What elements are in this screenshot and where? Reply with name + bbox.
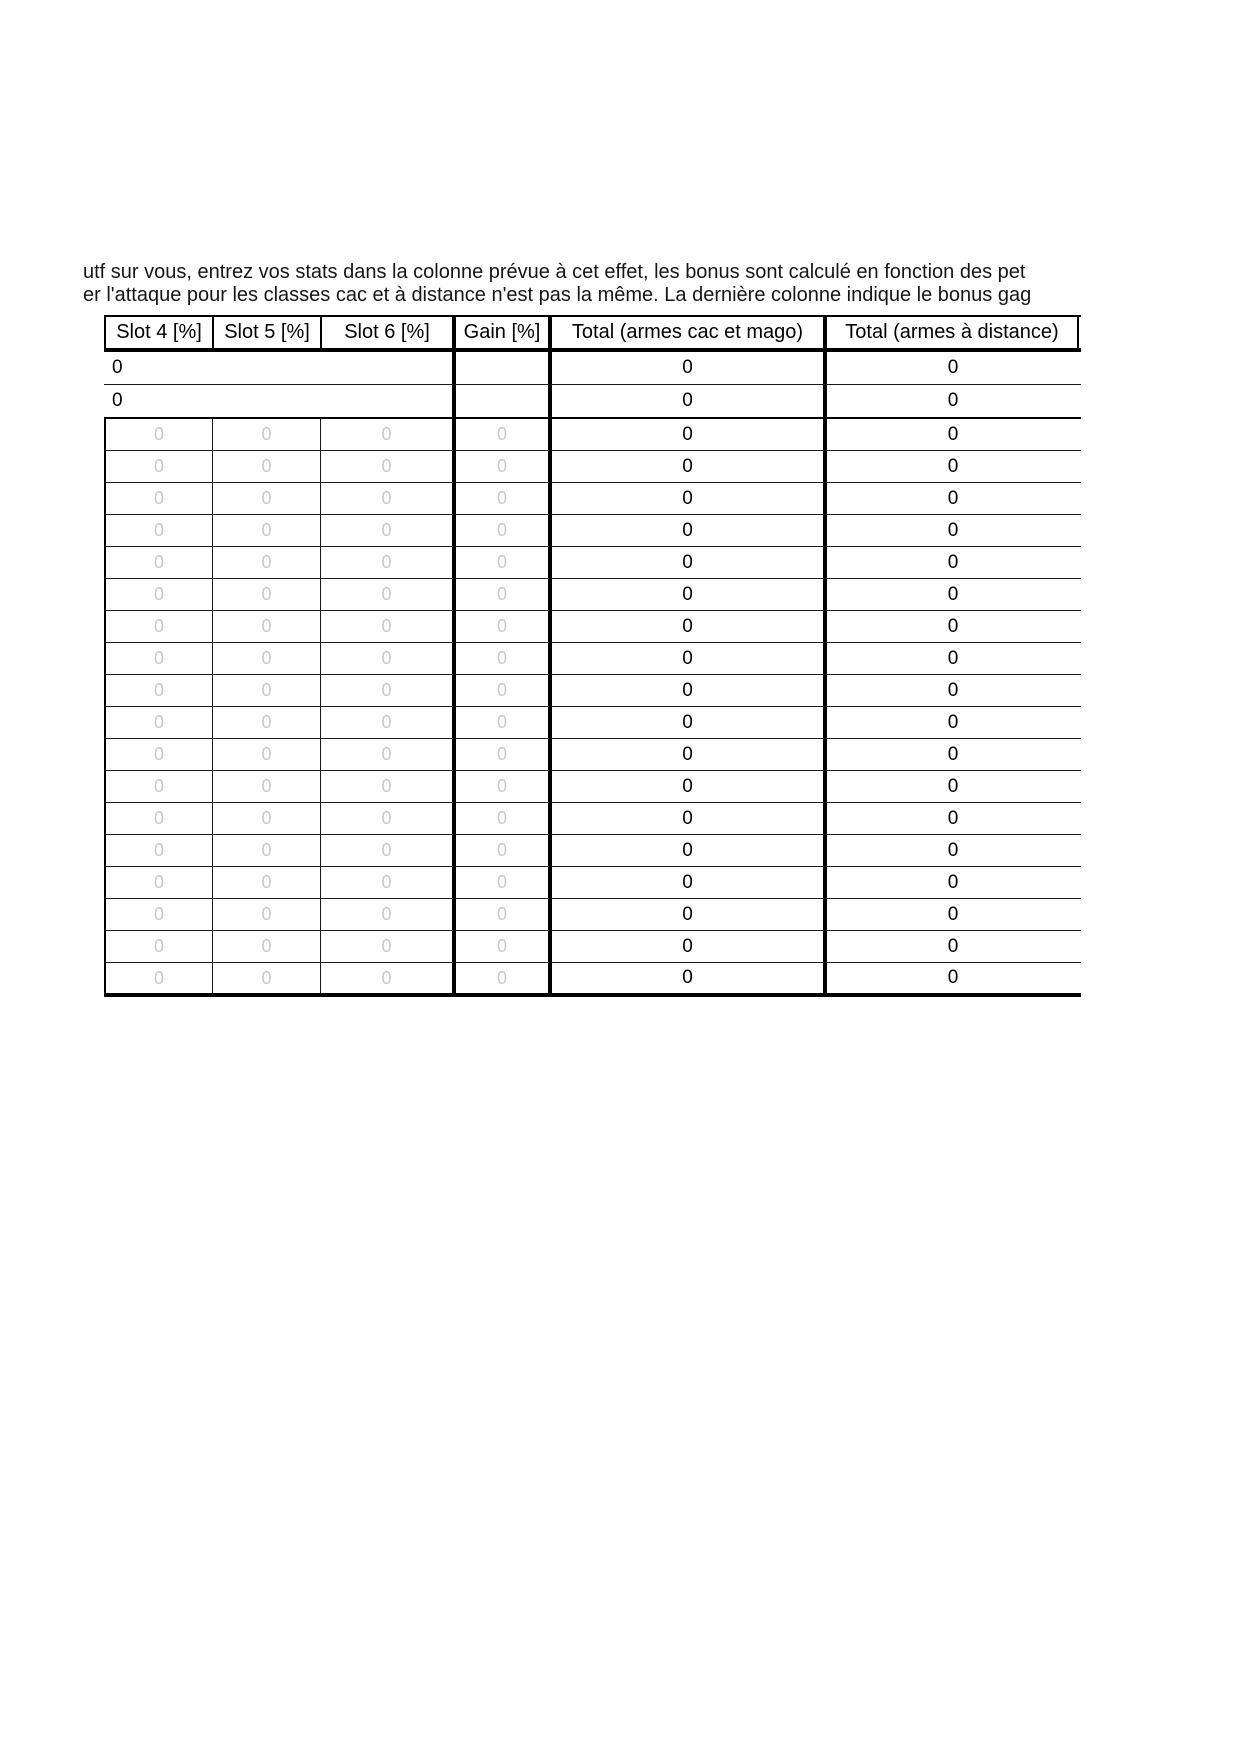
slot6-cell: 0 (320, 739, 452, 770)
slot4-cell: 0 (104, 451, 212, 482)
total-distance-cell: 0 (823, 547, 1079, 578)
table-row-merged (104, 385, 1081, 417)
slot5-cell: 0 (212, 643, 320, 674)
slot6-cell: 0 (320, 643, 452, 674)
slot5-cell: 0 (212, 611, 320, 642)
slot6-cell: 0 (320, 579, 452, 610)
header-cell-slot6: Slot 6 [%] (320, 317, 452, 348)
total-distance-cell: 0 (823, 771, 1079, 802)
total-distance-cell: 0 (823, 707, 1079, 738)
table-row (104, 611, 1081, 643)
merged-value-cell: 0 (112, 390, 123, 411)
total-cac-mago-cell: 0 (548, 739, 823, 770)
gain-cell: 0 (452, 899, 548, 930)
table-row (104, 899, 1081, 931)
total-distance-cell: 0 (823, 352, 1079, 384)
total-distance-cell: 0 (823, 899, 1079, 930)
slot6-cell: 0 (320, 707, 452, 738)
total-cac-mago-cell: 0 (548, 515, 823, 546)
total-cac-mago-cell: 0 (548, 835, 823, 866)
table-row (104, 451, 1081, 483)
slot4-cell: 0 (104, 547, 212, 578)
gain-cell: 0 (452, 611, 548, 642)
slot5-cell: 0 (212, 835, 320, 866)
total-cac-mago-cell: 0 (548, 643, 823, 674)
total-cac-mago-cell: 0 (548, 803, 823, 834)
gain-cell: 0 (452, 547, 548, 578)
header-cell-total-cac-mago: Total (armes cac et mago) (548, 317, 823, 348)
intro-text (83, 261, 1080, 313)
header-cell-total-distance: Total (armes à distance) (823, 317, 1079, 348)
intro-text-line-2: er l'attaque pour les classes cac et à distance n'est pas la même. La dernière colonne indique le bonus gag (83, 284, 1032, 306)
table-row (104, 675, 1081, 707)
total-cac-mago-cell: 0 (548, 771, 823, 802)
slot5-cell: 0 (212, 963, 320, 993)
table-row (104, 835, 1081, 867)
gain-cell: 0 (452, 803, 548, 834)
table-row (104, 547, 1081, 579)
stats-table (104, 315, 1081, 997)
total-distance-cell: 0 (823, 483, 1079, 514)
slot6-cell: 0 (320, 515, 452, 546)
slot5-cell: 0 (212, 483, 320, 514)
slot5-cell: 0 (212, 899, 320, 930)
total-cac-mago-cell: 0 (548, 963, 823, 993)
gain-cell: 0 (452, 483, 548, 514)
slot4-cell: 0 (104, 899, 212, 930)
gain-cell: 0 (452, 451, 548, 482)
total-distance-cell: 0 (823, 803, 1079, 834)
table-row (104, 803, 1081, 835)
header-cell-gain: Gain [%] (452, 317, 548, 348)
table-grid-section (104, 417, 1081, 997)
slot4-cell: 0 (104, 803, 212, 834)
total-distance-cell: 0 (823, 963, 1079, 993)
total-cac-mago-cell: 0 (548, 352, 823, 384)
gain-cell: 0 (452, 675, 548, 706)
intro-text-line-1: utf sur vous, entrez vos stats dans la colonne prévue à cet effet, les bonus sont calculé en fonction des pet (83, 261, 1026, 283)
table-row-merged (104, 352, 1081, 385)
gain-cell (452, 385, 548, 417)
total-cac-mago-cell: 0 (548, 547, 823, 578)
slot4-cell: 0 (104, 771, 212, 802)
header-cell-slot4: Slot 4 [%] (104, 317, 212, 348)
table-row (104, 931, 1081, 963)
slot6-cell: 0 (320, 451, 452, 482)
slot5-cell: 0 (212, 451, 320, 482)
slot4-cell: 0 (104, 963, 212, 993)
total-distance-cell: 0 (823, 385, 1079, 417)
total-distance-cell: 0 (823, 739, 1079, 770)
slot5-cell: 0 (212, 707, 320, 738)
total-cac-mago-cell: 0 (548, 451, 823, 482)
total-distance-cell: 0 (823, 515, 1079, 546)
gain-cell: 0 (452, 515, 548, 546)
slot6-cell: 0 (320, 611, 452, 642)
gain-cell: 0 (452, 963, 548, 993)
slot5-cell: 0 (212, 739, 320, 770)
slot4-cell: 0 (104, 515, 212, 546)
table-header-row (104, 315, 1081, 352)
gain-cell: 0 (452, 739, 548, 770)
table-row (104, 515, 1081, 547)
slot4-cell: 0 (104, 707, 212, 738)
total-distance-cell: 0 (823, 675, 1079, 706)
total-cac-mago-cell: 0 (548, 579, 823, 610)
table-row (104, 643, 1081, 675)
merged-value-cell: 0 (112, 357, 123, 378)
slot4-cell: 0 (104, 611, 212, 642)
slot5-cell: 0 (212, 803, 320, 834)
slot6-cell: 0 (320, 803, 452, 834)
total-cac-mago-cell: 0 (548, 611, 823, 642)
gain-cell: 0 (452, 931, 548, 962)
table-row (104, 579, 1081, 611)
gain-cell: 0 (452, 419, 548, 450)
total-cac-mago-cell: 0 (548, 867, 823, 898)
slot4-cell: 0 (104, 739, 212, 770)
table-merged-rows (104, 352, 1081, 417)
total-cac-mago-cell: 0 (548, 419, 823, 450)
total-distance-cell: 0 (823, 643, 1079, 674)
slot5-cell: 0 (212, 515, 320, 546)
gain-cell: 0 (452, 579, 548, 610)
total-cac-mago-cell: 0 (548, 899, 823, 930)
slot6-cell: 0 (320, 483, 452, 514)
total-cac-mago-cell: 0 (548, 931, 823, 962)
table-row (104, 963, 1081, 993)
slot6-cell: 0 (320, 835, 452, 866)
slot4-cell: 0 (104, 579, 212, 610)
table-row (104, 739, 1081, 771)
header-cell-slot5: Slot 5 [%] (212, 317, 320, 348)
slot4-cell: 0 (104, 643, 212, 674)
slot4-cell: 0 (104, 835, 212, 866)
gain-cell: 0 (452, 643, 548, 674)
gain-cell: 0 (452, 867, 548, 898)
gain-cell: 0 (452, 835, 548, 866)
total-distance-cell: 0 (823, 419, 1079, 450)
gain-cell: 0 (452, 771, 548, 802)
total-cac-mago-cell: 0 (548, 483, 823, 514)
slot5-cell: 0 (212, 579, 320, 610)
table-row (104, 707, 1081, 739)
slot4-cell: 0 (104, 675, 212, 706)
slot5-cell: 0 (212, 419, 320, 450)
slot5-cell: 0 (212, 771, 320, 802)
slot5-cell: 0 (212, 867, 320, 898)
gain-cell (452, 352, 548, 384)
slot6-cell: 0 (320, 419, 452, 450)
slot6-cell: 0 (320, 963, 452, 993)
slot6-cell: 0 (320, 867, 452, 898)
slot6-cell: 0 (320, 675, 452, 706)
total-distance-cell: 0 (823, 867, 1079, 898)
total-cac-mago-cell: 0 (548, 385, 823, 417)
total-distance-cell: 0 (823, 451, 1079, 482)
slot4-cell: 0 (104, 483, 212, 514)
slot4-cell: 0 (104, 931, 212, 962)
total-distance-cell: 0 (823, 931, 1079, 962)
slot6-cell: 0 (320, 931, 452, 962)
gain-cell: 0 (452, 707, 548, 738)
slot6-cell: 0 (320, 899, 452, 930)
slot4-cell: 0 (104, 867, 212, 898)
table-row (104, 867, 1081, 899)
slot5-cell: 0 (212, 931, 320, 962)
slot5-cell: 0 (212, 547, 320, 578)
total-cac-mago-cell: 0 (548, 675, 823, 706)
table-row (104, 483, 1081, 515)
table-row (104, 771, 1081, 803)
total-distance-cell: 0 (823, 835, 1079, 866)
total-distance-cell: 0 (823, 611, 1079, 642)
total-cac-mago-cell: 0 (548, 707, 823, 738)
slot6-cell: 0 (320, 771, 452, 802)
total-distance-cell: 0 (823, 579, 1079, 610)
slot4-cell: 0 (104, 419, 212, 450)
slot5-cell: 0 (212, 675, 320, 706)
table-row (104, 419, 1081, 451)
slot6-cell: 0 (320, 547, 452, 578)
